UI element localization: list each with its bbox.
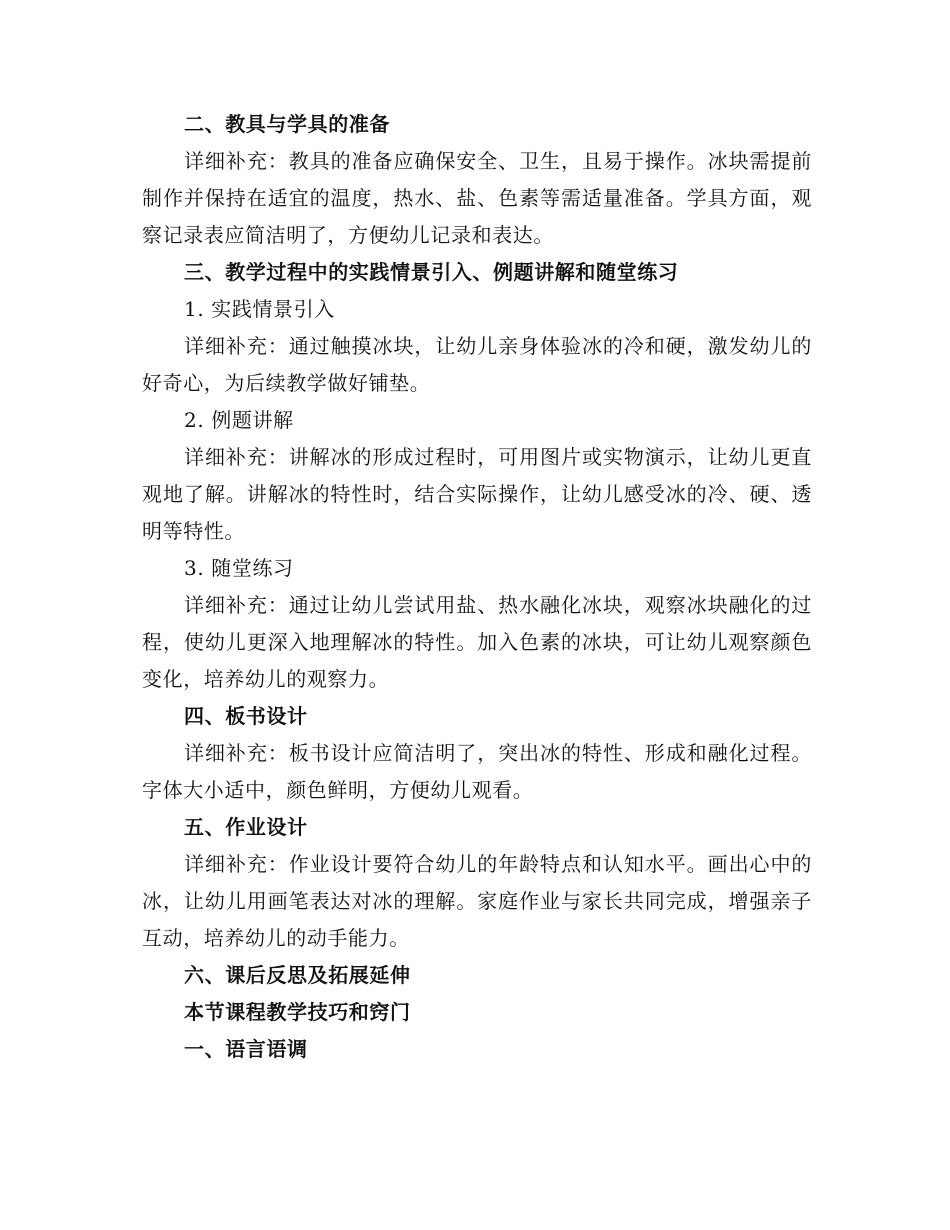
section-heading-board-design: 四、板书设计 [184, 704, 308, 728]
section-heading-teaching-tips: 本节课程教学技巧和窍门 [184, 1000, 411, 1024]
document-body [142, 106, 812, 1068]
paragraph-example-explanation-detail: 详细补充：讲解冰的形成过程时，可用图片或实物演示，让幼儿更直观地了解。讲解冰的特性时，结合实际操作，让幼儿感受冰的冷、硬、透明等特性。 [142, 445, 812, 543]
section-heading-language-tone: 一、语言语调 [184, 1037, 308, 1061]
paragraph-teaching-tools-detail: 详细补充：教具的准备应确保安全、卫生，且易于操作。冰块需提前制作并保持在适宜的温度，热水、盐、色素等需适量准备。学具方面，观察记录表应简洁明了，方便幼儿记录和表达。 [142, 149, 812, 247]
section-heading-teaching-tools: 二、教具与学具的准备 [184, 112, 390, 136]
paragraph-board-design-detail: 详细补充：板书设计应简洁明了，突出冰的特性、形成和融化过程。字体大小适中，颜色鲜明，方便幼儿观看。 [142, 741, 812, 802]
paragraph-scenario-intro-detail: 详细补充：通过触摸冰块，让幼儿亲身体验冰的冷和硬，激发幼儿的好奇心，为后续教学做好铺垫。 [142, 334, 812, 395]
section-heading-homework-design: 五、作业设计 [184, 815, 308, 839]
section-heading-reflection: 六、课后反思及拓展延伸 [184, 963, 411, 987]
paragraph-homework-design-detail: 详细补充：作业设计要符合幼儿的年龄特点和认知水平。画出心中的冰，让幼儿用画笔表达对冰的理解。家庭作业与家长共同完成，增强亲子互动，培养幼儿的动手能力。 [142, 852, 812, 950]
paragraph-class-practice-detail: 详细补充：通过让幼儿尝试用盐、热水融化冰块，观察冰块融化的过程，使幼儿更深入地理解冰的特性。加入色素的冰块，可让幼儿观察颜色变化，培养幼儿的观察力。 [142, 593, 812, 691]
subheading-example-explanation: 2. 例题讲解 [184, 408, 294, 432]
subheading-class-practice: 3. 随堂练习 [184, 556, 294, 580]
subheading-scenario-intro: 1. 实践情景引入 [184, 297, 335, 321]
section-heading-teaching-process: 三、教学过程中的实践情景引入、例题讲解和随堂练习 [184, 260, 679, 284]
